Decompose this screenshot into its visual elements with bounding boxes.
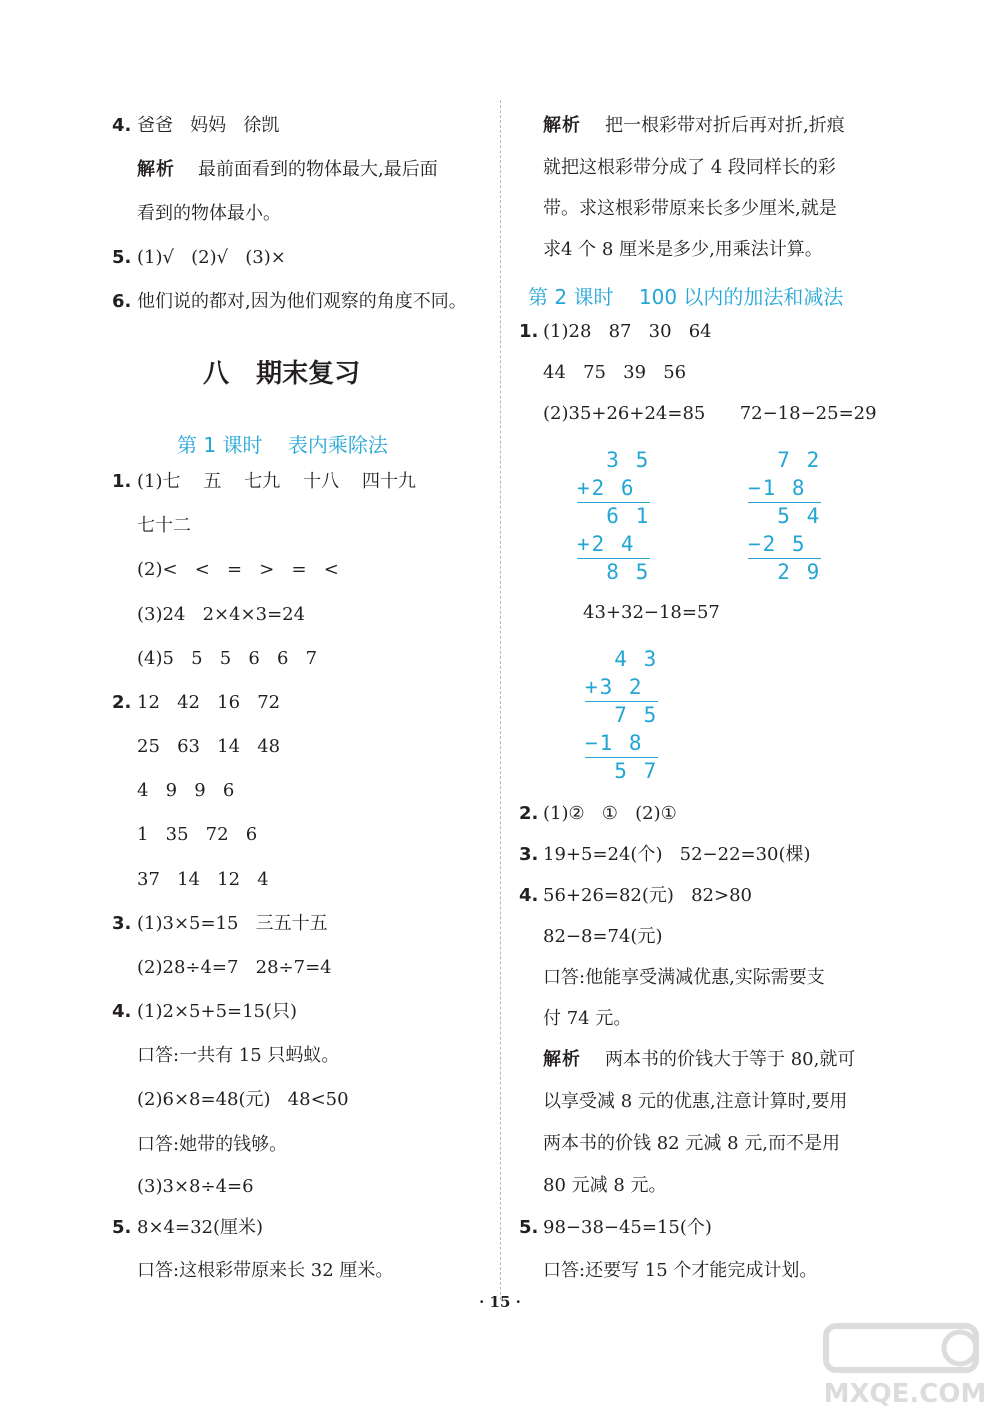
chapter-title: 八 期末复习 (203, 359, 361, 389)
question-number: 6. (112, 291, 132, 312)
analysis-text: 带。求这根彩带原来长多少厘米,就是 (543, 198, 837, 219)
answer-text: (1)2×5+5=15(只) (137, 1001, 298, 1022)
page-number: · 15 · (479, 1293, 521, 1311)
lesson-title: 第 2 课时 100 以内的加法和减法 (528, 285, 844, 309)
answer-text: 43+32−18=57 (583, 602, 720, 623)
answer-text: 4 9 9 6 (137, 780, 235, 801)
answer-text: 口答:一共有 15 只蚂蚁。 (137, 1045, 340, 1066)
calc-line: 7 5 (585, 703, 659, 727)
calc-line: +2 6 (577, 475, 650, 504)
answer-text: (2)< < = > = < (137, 559, 339, 580)
answer-text: (4)5 5 5 6 6 7 (137, 648, 318, 669)
answer-text: 1 35 72 6 (137, 824, 258, 845)
analysis-label: 解析 (543, 1049, 581, 1070)
vertical-calculation (748, 447, 821, 587)
question-number: 2. (519, 803, 539, 824)
question-number: 5. (519, 1217, 539, 1238)
answer-text: 七十二 (137, 515, 191, 536)
analysis-text: 看到的物体最小。 (137, 203, 281, 224)
question-number: 3. (519, 844, 539, 865)
answer-text: 25 63 14 48 (137, 736, 281, 757)
answer-text: (3)3×8÷4=6 (137, 1176, 254, 1197)
analysis-text: 80 元减 8 元。 (543, 1175, 667, 1196)
answer-text: (1)3×5=15 三五十五 (137, 913, 328, 934)
calc-line: 8 5 (577, 560, 651, 584)
question-number: 4. (112, 115, 132, 136)
svg-text:MXQE.COM: MXQE.COM (823, 1379, 987, 1408)
answer-text: 口答:她带的钱够。 (137, 1134, 288, 1155)
question-number: 5. (112, 247, 132, 268)
question-number: 1. (519, 321, 539, 342)
answer-text: 付 74 元。 (543, 1008, 632, 1029)
calc-line: +2 4 (577, 531, 650, 560)
calc-line: −2 5 (748, 531, 821, 560)
question-number: 5. (112, 1217, 132, 1238)
calc-line: 7 2 (748, 448, 822, 472)
answer-text: 12 42 16 72 (137, 692, 281, 713)
answer-text: 82−8=74(元) (543, 926, 663, 947)
answer-text: 口答:这根彩带原来长 32 厘米。 (137, 1260, 394, 1281)
question-number: 4. (112, 1001, 132, 1022)
calc-line: +3 2 (585, 674, 658, 703)
answer-text: (1)√ (2)√ (3)× (137, 247, 286, 268)
answer-text: (1)七 五 七九 十八 四十九 (137, 471, 417, 492)
question-number: 1. (112, 471, 132, 492)
answer-text: (3)24 2×4×3=24 (137, 604, 306, 625)
analysis-text: 求4 个 8 厘米是多少,用乘法计算。 (543, 239, 823, 260)
analysis-label: 解析 (137, 159, 175, 180)
answer-text: (2)6×8=48(元) 48<50 (137, 1089, 349, 1110)
calc-line: 4 3 (585, 647, 659, 671)
answer-text: 爸爸 妈妈 徐凯 (137, 115, 280, 136)
calc-line: 5 7 (585, 759, 659, 783)
analysis-text: 就把这根彩带分成了 4 段同样长的彩 (543, 157, 836, 178)
vertical-calculation (585, 646, 658, 786)
answer-text: 56+26=82(元) 82>80 (543, 885, 752, 906)
analysis-label: 解析 (543, 115, 581, 136)
answer-text: 19+5=24(个) 52−22=30(棵) (543, 844, 811, 865)
question-number: 2. (112, 692, 132, 713)
column-divider (500, 100, 501, 1300)
calc-line: 6 1 (577, 504, 651, 528)
calc-line: 5 4 (748, 504, 822, 528)
analysis-text: 以享受减 8 元的优惠,注意计算时,要用 (543, 1091, 848, 1112)
answer-text: 口答:还要写 15 个才能完成计划。 (543, 1260, 818, 1281)
answer-text: 他们说的都对,因为他们观察的角度不同。 (137, 291, 467, 312)
answer-text: (2)28÷4=7 28÷7=4 (137, 957, 332, 978)
answer-text: 98−38−45=15(个) (543, 1217, 712, 1238)
question-number: 4. (519, 885, 539, 906)
question-number: 3. (112, 913, 132, 934)
answer-text: 口答:他能享受满减优惠,实际需要支 (543, 967, 825, 988)
vertical-calculation (577, 447, 650, 587)
watermark-logo (820, 1320, 990, 1408)
lesson-title: 第 1 课时 表内乘除法 (177, 433, 388, 457)
answer-text: 37 14 12 4 (137, 869, 269, 890)
calc-line: −1 8 (748, 475, 821, 504)
answer-text: (2)35+26+24=85 72−18−25=29 (543, 403, 877, 424)
analysis-text: 两本书的价钱大于等于 80,就可 (605, 1049, 856, 1070)
analysis-text: 把一根彩带对折后再对折,折痕 (605, 115, 845, 136)
answer-text: 44 75 39 56 (543, 362, 687, 383)
analysis-text: 两本书的价钱 82 元减 8 元,而不是用 (543, 1133, 840, 1154)
calc-line: 3 5 (577, 448, 651, 472)
calc-line: −1 8 (585, 730, 658, 759)
answer-text: 8×4=32(厘米) (137, 1217, 264, 1238)
calc-line: 2 9 (748, 560, 822, 584)
answer-text: (1)② ① (2)① (543, 803, 677, 824)
analysis-text: 最前面看到的物体最大,最后面 (198, 159, 438, 180)
answer-text: (1)28 87 30 64 (543, 321, 712, 342)
